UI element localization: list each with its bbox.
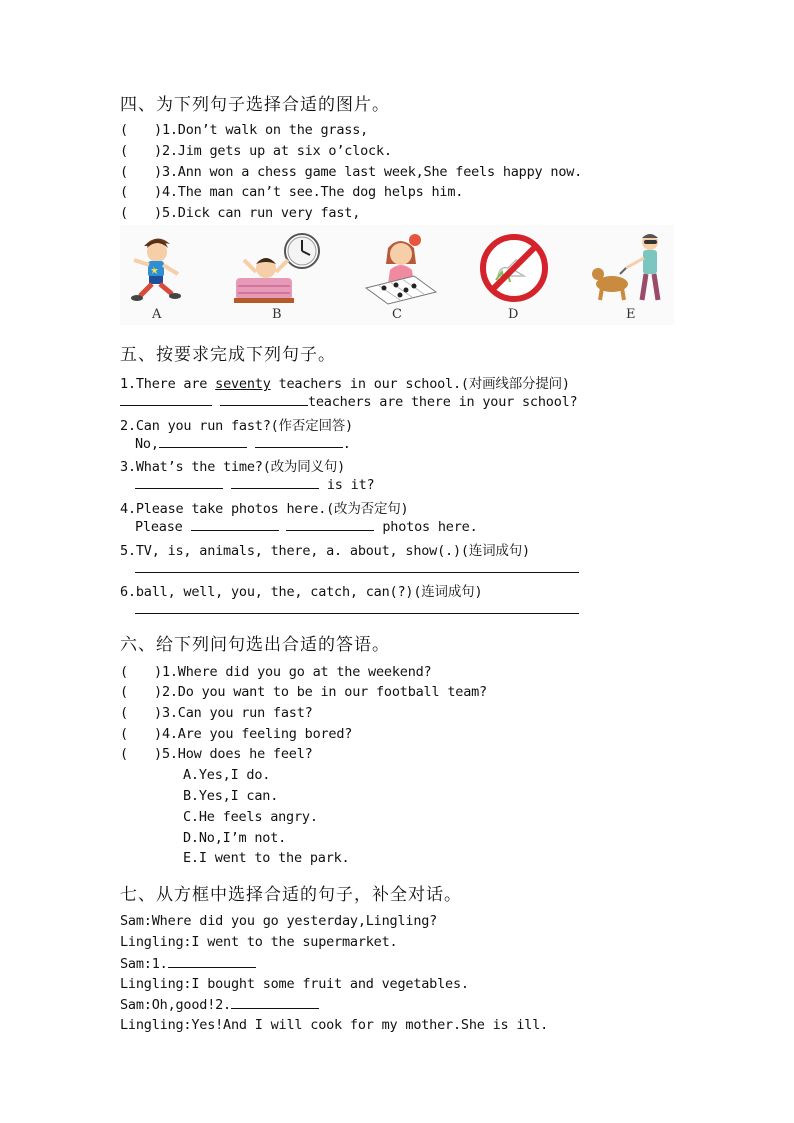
underlined-word: seventy [215,376,271,392]
dialogue-line-6: Lingling:Yes!And I will cook for my mother.She is ill. [120,1017,549,1033]
s5-answer-1: teachers are there in your school? [120,393,577,410]
section-5-title: 五、按要求完成下列句子。 [120,345,336,365]
answer-bracket[interactable]: ( [120,143,128,159]
s6-item-2: ( )2.Do you want to be in our football team? [120,684,487,700]
picture-label-c: C [392,307,402,322]
s5-question-3: 3.What’s the time?(改为同义句) [120,459,346,475]
section-6-title: 六、给下列问句选出合适的答语。 [120,635,390,655]
s6-option-e: E.I went to the park. [183,850,350,866]
s6-option-d: D.No,I’m not. [183,830,287,846]
s6-option-c: C.He feels angry. [183,809,318,825]
dialogue-line-4: Lingling:I bought some fruit and vegetables. [120,976,469,992]
answer-blank[interactable] [120,393,212,406]
s5-question-5: 5.TV, is, animals, there, a. about, show(.)(连词成句) [120,543,530,559]
s6-item-5: ( )5.How does he feel? [120,746,313,762]
dialogue-line-1: Sam:Where did you go yesterday,Lingling? [120,913,438,929]
answer-bracket[interactable]: ( [120,164,128,180]
blind-man-guide-dog-icon [590,230,674,305]
s6-item-3: ( )3.Can you run fast? [120,705,313,721]
answer-blank[interactable] [286,518,374,531]
answer-bracket[interactable]: ( [120,746,128,762]
answer-bracket[interactable]: ( [120,726,128,742]
dialogue-line-3: Sam:1. [120,955,256,972]
s5-answer-3: is it? [135,476,374,493]
s4-item-5: ( )5.Dick can run very fast, [120,205,361,221]
s6-option-a: A.Yes,I do. [183,767,271,783]
picture-label-e: E [626,307,636,322]
answer-blank[interactable] [135,476,223,489]
answer-blank[interactable] [168,955,256,968]
dialogue-line-2: Lingling:I went to the supermarket. [120,934,398,950]
answer-bracket[interactable]: ( [120,705,128,721]
dialogue-line-5: Sam:Oh,good!2. [120,996,319,1013]
picture-label-a: A [152,307,162,322]
girl-playing-chess-icon [360,230,440,305]
answer-blank[interactable] [231,476,319,489]
picture-label-b: B [272,307,282,322]
s6-option-b: B.Yes,I can. [183,788,279,804]
s5-question-2: 2.Can you run fast?(作否定回答) [120,418,353,434]
running-boy-icon [122,230,192,305]
no-walking-on-grass-sign-icon [478,232,550,304]
answer-blank[interactable] [159,435,247,448]
s6-item-1: ( )1.Where did you go at the weekend? [120,664,432,680]
s5-question-6: 6.ball, well, you, the, catch, can(?)(连词成句) [120,584,483,600]
section-4-title: 四、为下列句子选择合适的图片。 [120,95,390,115]
answer-bracket[interactable]: ( [120,205,128,221]
s5-question-4: 4.Please take photos here.(改为否定句) [120,501,409,517]
boy-waking-up-clock-icon [230,230,322,305]
answer-line[interactable] [135,560,579,573]
answer-bracket[interactable]: ( [120,122,128,138]
answer-bracket[interactable]: ( [120,184,128,200]
s5-question-1: 1.There are seventy teachers in our school.(对画线部分提问) [120,376,570,392]
answer-bracket[interactable]: ( [120,664,128,680]
section-7-title: 七、从方框中选择合适的句子，补全对话。 [120,885,462,905]
s5-answer-2: No, . [135,436,351,452]
s5-answer-4: Please photos here. [135,519,478,535]
s4-item-1: ( )1.Don’t walk on the grass, [120,122,369,138]
answer-blank[interactable] [231,996,319,1009]
answer-blank[interactable] [191,518,279,531]
s4-item-2: ( )2.Jim gets up at six o’clock. [120,143,392,159]
s4-item-3: ( )3.Ann won a chess game last week,She feels happy now. [120,164,583,180]
answer-blank[interactable] [255,435,343,448]
s6-item-4: ( )4.Are you feeling bored? [120,726,353,742]
picture-label-d: D [508,307,519,322]
answer-bracket[interactable]: ( [120,684,128,700]
s4-item-4: ( )4.The man can’t see.The dog helps him. [120,184,464,200]
answer-blank[interactable] [220,393,308,406]
answer-line[interactable] [135,601,579,614]
